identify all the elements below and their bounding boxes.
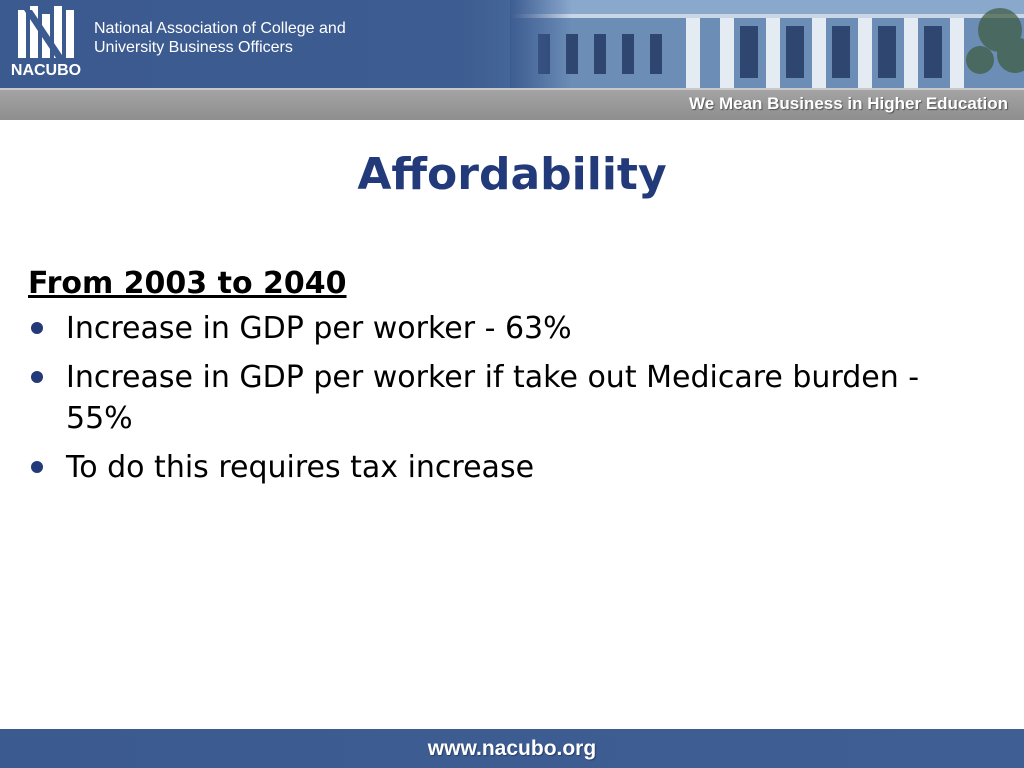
slide-title: Affordability [357,149,667,200]
bullet-text: Increase in GDP per worker - 63% [66,311,572,346]
bullet-text: Increase in GDP per worker if take out Medicare burden - 55% [66,360,920,436]
bullet-dot-icon [31,461,43,473]
bullet-dot-icon [31,371,43,383]
slide-subheading: From 2003 to 2040 [28,266,347,301]
tagline-bar [0,88,1024,120]
tagline: We Mean Business in Higher Education [689,94,1008,113]
organization-name [94,19,394,57]
slide-body [28,262,988,496]
footer-bar [0,729,1024,768]
bullet-item [28,308,988,349]
bullet-text: To do this requires tax increase [66,450,535,485]
bullet-item [28,357,988,439]
bullet-item [28,447,988,488]
logo-wordmark: NACUBO [10,62,82,79]
building-facade-image [510,0,1024,88]
organization-name-line1: National Association of College and [94,20,346,37]
footer-url-link[interactable]: www.nacubo.org [427,737,597,760]
bullet-dot-icon [31,322,43,334]
header-banner [0,0,1024,88]
bullet-list [28,308,988,488]
organization-name-line2: University Business Officers [94,39,293,56]
